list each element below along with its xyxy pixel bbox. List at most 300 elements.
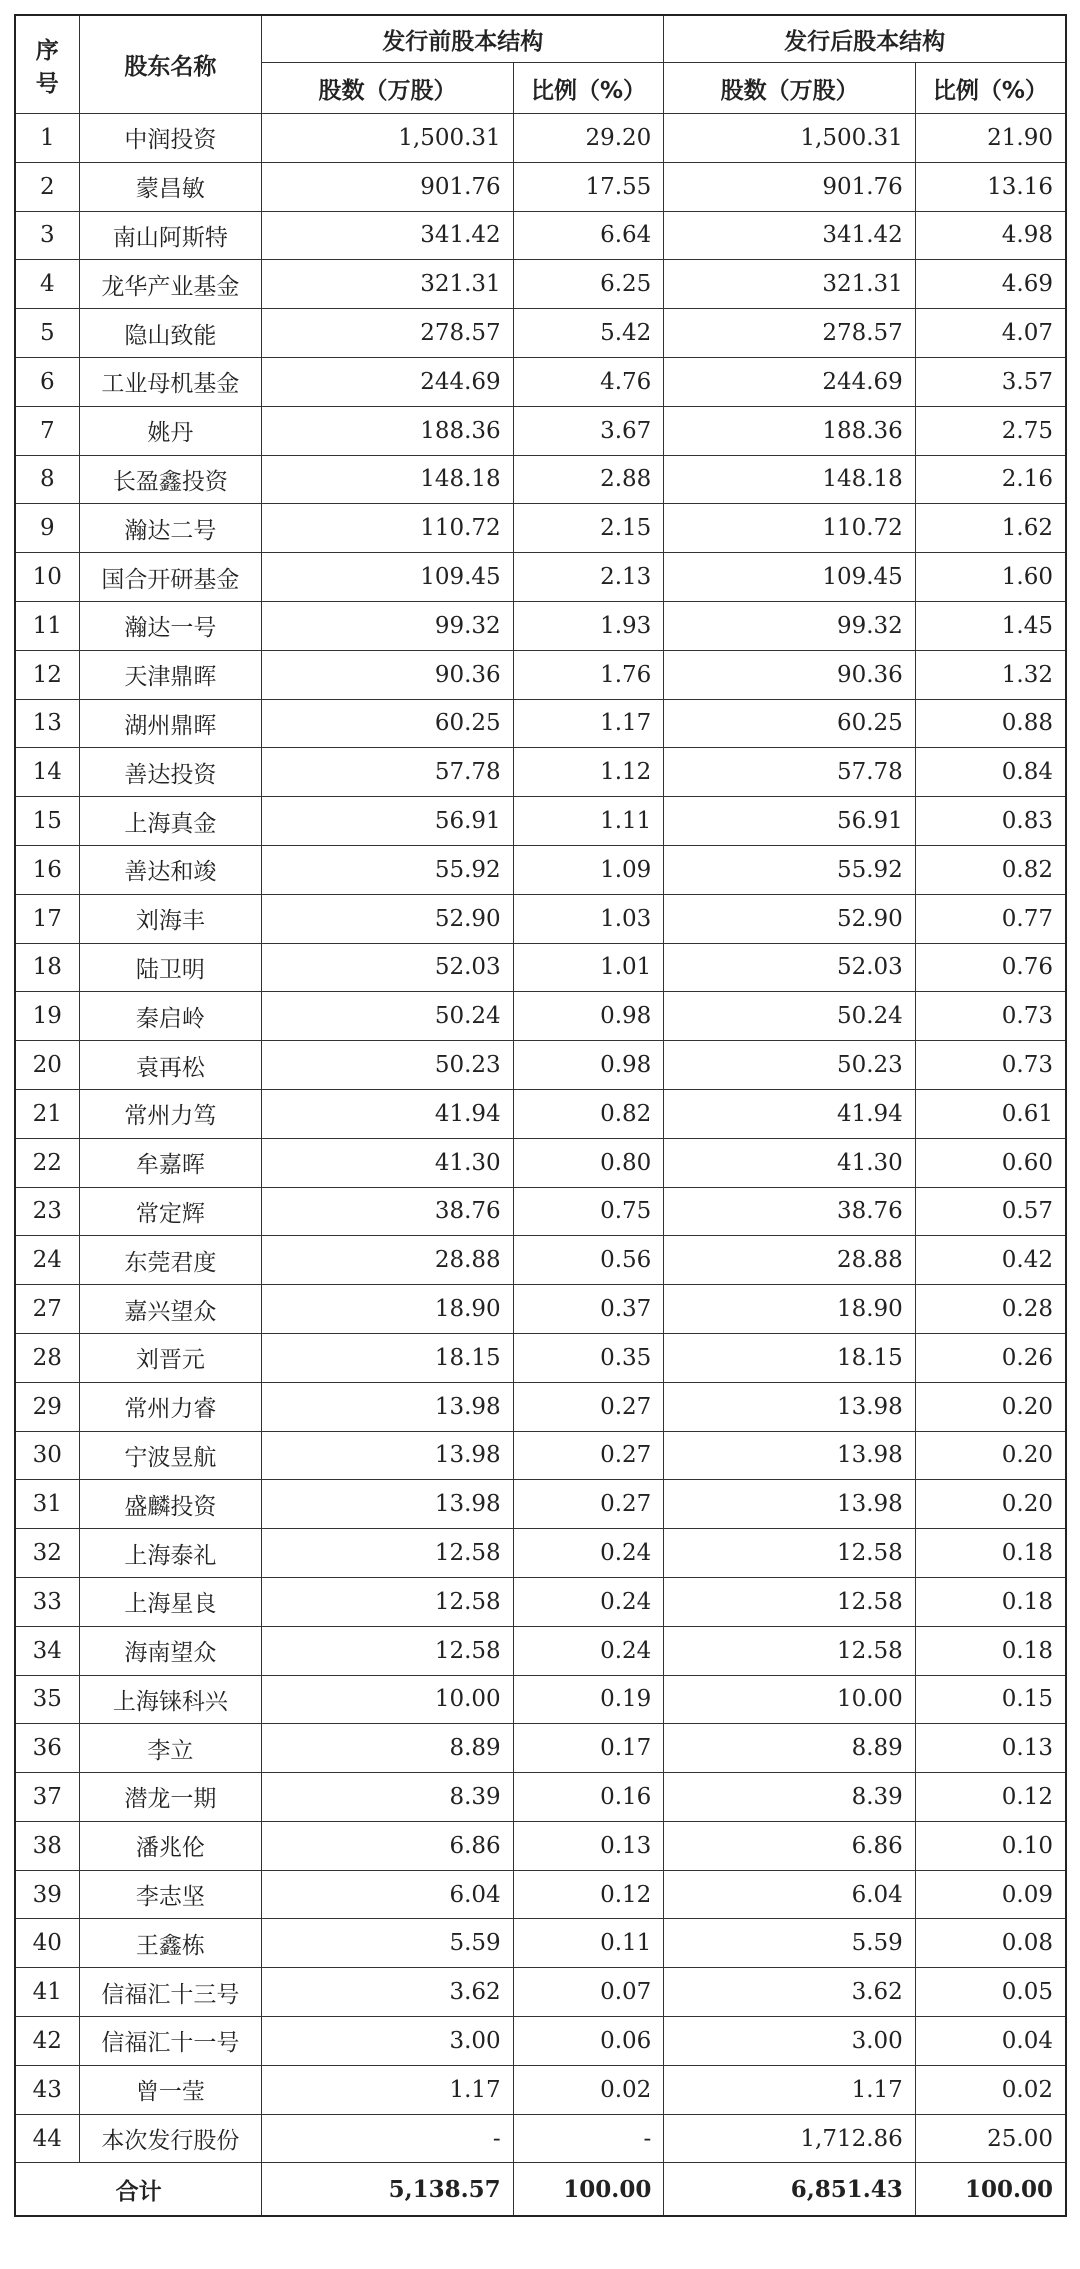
table-row [15,1285,1066,1334]
cell-before-shares: 99.32 [262,601,513,650]
table-row [15,1821,1066,1870]
cell-after-ratio: 25.00 [915,2114,1066,2163]
cell-seq: 34 [15,1626,79,1675]
cell-shareholder-name: 刘晋元 [79,1333,262,1382]
table-row [15,114,1066,163]
total-before-ratio: 100.00 [513,2163,664,2217]
cell-after-ratio: 0.83 [915,797,1066,846]
shareholder-structure-table-container [14,14,1067,2217]
cell-after-shares: 55.92 [664,845,915,894]
cell-after-shares: 52.03 [664,943,915,992]
cell-before-shares: 278.57 [262,309,513,358]
cell-before-shares: 8.89 [262,1724,513,1773]
cell-seq: 31 [15,1480,79,1529]
cell-after-shares: 13.98 [664,1480,915,1529]
cell-after-shares: 13.98 [664,1382,915,1431]
cell-seq: 21 [15,1089,79,1138]
table-row [15,1431,1066,1480]
cell-shareholder-name: 李志坚 [79,1870,262,1919]
header-after-ratio: 比例（%） [915,63,1066,114]
table-row [15,2017,1066,2066]
cell-before-shares: 56.91 [262,797,513,846]
cell-shareholder-name: 宁波昱航 [79,1431,262,1480]
cell-seq: 16 [15,845,79,894]
table-header [15,15,1066,114]
cell-seq: 29 [15,1382,79,1431]
table-row [15,2065,1066,2114]
cell-before-ratio: - [513,2114,664,2163]
header-before-issue-group: 发行前股本结构 [262,15,664,63]
cell-after-ratio: 0.18 [915,1626,1066,1675]
table-row [15,601,1066,650]
cell-after-shares: 52.90 [664,894,915,943]
cell-shareholder-name: 瀚达二号 [79,504,262,553]
cell-seq: 5 [15,309,79,358]
cell-seq: 32 [15,1529,79,1578]
table-row [15,943,1066,992]
cell-shareholder-name: 信福汇十一号 [79,2017,262,2066]
cell-before-ratio: 0.06 [513,2017,664,2066]
cell-after-shares: 3.62 [664,1968,915,2017]
cell-before-shares: 55.92 [262,845,513,894]
cell-after-shares: 901.76 [664,162,915,211]
cell-after-shares: 1.17 [664,2065,915,2114]
cell-seq: 19 [15,992,79,1041]
cell-before-ratio: 0.27 [513,1480,664,1529]
cell-shareholder-name: 善达投资 [79,748,262,797]
cell-before-ratio: 1.09 [513,845,664,894]
cell-after-ratio: 2.75 [915,406,1066,455]
cell-shareholder-name: 上海星良 [79,1577,262,1626]
cell-before-ratio: 0.17 [513,1724,664,1773]
table-row [15,1773,1066,1822]
cell-after-shares: 99.32 [664,601,915,650]
table-row [15,1529,1066,1578]
cell-before-ratio: 29.20 [513,114,664,163]
cell-shareholder-name: 盛麟投资 [79,1480,262,1529]
cell-after-ratio: 0.04 [915,2017,1066,2066]
cell-shareholder-name: 刘海丰 [79,894,262,943]
total-after-ratio: 100.00 [915,2163,1066,2217]
cell-before-shares: 5.59 [262,1919,513,1968]
cell-seq: 23 [15,1187,79,1236]
cell-after-ratio: 4.69 [915,260,1066,309]
cell-after-ratio: 0.20 [915,1480,1066,1529]
cell-after-shares: 57.78 [664,748,915,797]
cell-after-ratio: 21.90 [915,114,1066,163]
cell-after-ratio: 13.16 [915,162,1066,211]
cell-before-shares: 1,500.31 [262,114,513,163]
cell-after-ratio: 0.05 [915,1968,1066,2017]
cell-before-shares: 3.00 [262,2017,513,2066]
cell-seq: 22 [15,1138,79,1187]
table-row [15,553,1066,602]
cell-seq: 14 [15,748,79,797]
cell-shareholder-name: 南山阿斯特 [79,211,262,260]
cell-before-shares: 13.98 [262,1431,513,1480]
cell-after-ratio: 0.20 [915,1431,1066,1480]
cell-shareholder-name: 龙华产业基金 [79,260,262,309]
cell-after-ratio: 0.09 [915,1870,1066,1919]
cell-before-ratio: 0.27 [513,1382,664,1431]
cell-shareholder-name: 本次发行股份 [79,2114,262,2163]
cell-before-ratio: 0.37 [513,1285,664,1334]
total-label: 合计 [15,2163,262,2217]
cell-seq: 11 [15,601,79,650]
cell-shareholder-name: 袁再松 [79,1041,262,1090]
table-row [15,992,1066,1041]
cell-after-ratio: 0.18 [915,1577,1066,1626]
cell-after-shares: 3.00 [664,2017,915,2066]
cell-after-ratio: 0.15 [915,1675,1066,1724]
cell-before-shares: 148.18 [262,455,513,504]
cell-before-shares: 28.88 [262,1236,513,1285]
cell-before-ratio: 17.55 [513,162,664,211]
table-row [15,1382,1066,1431]
cell-shareholder-name: 常州力笃 [79,1089,262,1138]
cell-shareholder-name: 陆卫明 [79,943,262,992]
cell-before-shares: 321.31 [262,260,513,309]
cell-after-shares: 244.69 [664,357,915,406]
cell-seq: 13 [15,699,79,748]
table-row [15,1870,1066,1919]
cell-before-shares: 12.58 [262,1577,513,1626]
cell-after-ratio: 0.88 [915,699,1066,748]
cell-shareholder-name: 海南望众 [79,1626,262,1675]
cell-after-ratio: 0.77 [915,894,1066,943]
cell-before-ratio: 0.24 [513,1529,664,1578]
cell-before-ratio: 0.80 [513,1138,664,1187]
cell-before-shares: 8.39 [262,1773,513,1822]
cell-after-ratio: 0.73 [915,1041,1066,1090]
cell-seq: 10 [15,553,79,602]
cell-after-ratio: 4.07 [915,309,1066,358]
cell-before-ratio: 0.82 [513,1089,664,1138]
table-row [15,1919,1066,1968]
total-after-shares: 6,851.43 [664,2163,915,2217]
cell-before-ratio: 0.24 [513,1577,664,1626]
table-row [15,1041,1066,1090]
total-before-shares: 5,138.57 [262,2163,513,2217]
cell-before-shares: 12.58 [262,1626,513,1675]
cell-before-shares: 50.23 [262,1041,513,1090]
cell-shareholder-name: 常定辉 [79,1187,262,1236]
cell-before-shares: 57.78 [262,748,513,797]
cell-shareholder-name: 嘉兴望众 [79,1285,262,1334]
cell-before-ratio: 6.25 [513,260,664,309]
cell-before-shares: 13.98 [262,1382,513,1431]
cell-shareholder-name: 潘兆伦 [79,1821,262,1870]
cell-after-shares: 41.94 [664,1089,915,1138]
cell-before-shares: 10.00 [262,1675,513,1724]
cell-after-ratio: 1.45 [915,601,1066,650]
cell-before-ratio: 1.11 [513,797,664,846]
cell-seq: 38 [15,1821,79,1870]
cell-shareholder-name: 曾一莹 [79,2065,262,2114]
cell-after-shares: 12.58 [664,1577,915,1626]
cell-seq: 35 [15,1675,79,1724]
cell-shareholder-name: 中润投资 [79,114,262,163]
shareholder-structure-table [14,14,1067,2217]
cell-after-ratio: 0.18 [915,1529,1066,1578]
table-row [15,1187,1066,1236]
cell-after-shares: 5.59 [664,1919,915,1968]
table-row [15,1236,1066,1285]
cell-before-ratio: 2.15 [513,504,664,553]
cell-before-shares: 341.42 [262,211,513,260]
cell-after-ratio: 1.62 [915,504,1066,553]
table-row [15,1333,1066,1382]
cell-shareholder-name: 姚丹 [79,406,262,455]
cell-seq: 40 [15,1919,79,1968]
total-row [15,2163,1066,2217]
cell-seq: 18 [15,943,79,992]
cell-before-shares: 109.45 [262,553,513,602]
cell-after-ratio: 0.61 [915,1089,1066,1138]
cell-after-ratio: 0.73 [915,992,1066,1041]
cell-after-shares: 109.45 [664,553,915,602]
cell-after-ratio: 0.76 [915,943,1066,992]
cell-before-shares: 13.98 [262,1480,513,1529]
cell-after-ratio: 0.42 [915,1236,1066,1285]
cell-before-shares: 6.04 [262,1870,513,1919]
cell-before-ratio: 1.93 [513,601,664,650]
table-row [15,406,1066,455]
cell-seq: 41 [15,1968,79,2017]
cell-after-shares: 56.91 [664,797,915,846]
cell-before-shares: 60.25 [262,699,513,748]
cell-before-ratio: 0.98 [513,1041,664,1090]
cell-after-ratio: 3.57 [915,357,1066,406]
cell-after-shares: 148.18 [664,455,915,504]
cell-after-shares: 50.23 [664,1041,915,1090]
header-after-issue-group: 发行后股本结构 [664,15,1066,63]
cell-before-shares: 6.86 [262,1821,513,1870]
cell-seq: 1 [15,114,79,163]
table-row [15,1675,1066,1724]
header-seq: 序号 [15,15,79,114]
cell-shareholder-name: 王鑫栋 [79,1919,262,1968]
cell-after-ratio: 1.60 [915,553,1066,602]
cell-after-shares: 8.89 [664,1724,915,1773]
cell-before-ratio: 1.12 [513,748,664,797]
cell-before-ratio: 0.27 [513,1431,664,1480]
cell-after-shares: 188.36 [664,406,915,455]
cell-seq: 44 [15,2114,79,2163]
cell-before-shares: 18.15 [262,1333,513,1382]
cell-shareholder-name: 蒙昌敏 [79,162,262,211]
cell-before-ratio: 0.35 [513,1333,664,1382]
table-row [15,1724,1066,1773]
cell-after-shares: 12.58 [664,1626,915,1675]
cell-after-shares: 60.25 [664,699,915,748]
cell-seq: 2 [15,162,79,211]
cell-before-shares: 12.58 [262,1529,513,1578]
cell-after-shares: 50.24 [664,992,915,1041]
cell-after-ratio: 0.13 [915,1724,1066,1773]
cell-seq: 7 [15,406,79,455]
cell-seq: 43 [15,2065,79,2114]
cell-before-ratio: 0.13 [513,1821,664,1870]
table-row [15,894,1066,943]
cell-after-ratio: 2.16 [915,455,1066,504]
cell-seq: 37 [15,1773,79,1822]
table-row [15,1138,1066,1187]
cell-before-shares: 244.69 [262,357,513,406]
cell-before-shares: 188.36 [262,406,513,455]
cell-shareholder-name: 信福汇十三号 [79,1968,262,2017]
cell-shareholder-name: 长盈鑫投资 [79,455,262,504]
cell-shareholder-name: 常州力睿 [79,1382,262,1431]
cell-before-shares: 901.76 [262,162,513,211]
cell-after-shares: 6.86 [664,1821,915,1870]
cell-shareholder-name: 善达和竣 [79,845,262,894]
cell-before-ratio: 0.98 [513,992,664,1041]
table-row [15,2114,1066,2163]
table-row [15,1089,1066,1138]
cell-before-shares: 41.30 [262,1138,513,1187]
cell-after-ratio: 0.84 [915,748,1066,797]
cell-before-shares: 90.36 [262,650,513,699]
cell-before-shares: - [262,2114,513,2163]
cell-seq: 39 [15,1870,79,1919]
cell-seq: 8 [15,455,79,504]
cell-after-ratio: 0.12 [915,1773,1066,1822]
cell-seq: 9 [15,504,79,553]
cell-shareholder-name: 瀚达一号 [79,601,262,650]
cell-before-ratio: 2.13 [513,553,664,602]
cell-seq: 28 [15,1333,79,1382]
cell-after-shares: 6.04 [664,1870,915,1919]
cell-after-shares: 90.36 [664,650,915,699]
cell-after-shares: 110.72 [664,504,915,553]
cell-shareholder-name: 上海真金 [79,797,262,846]
cell-seq: 30 [15,1431,79,1480]
cell-after-ratio: 4.98 [915,211,1066,260]
cell-before-ratio: 1.03 [513,894,664,943]
cell-after-shares: 18.15 [664,1333,915,1382]
cell-before-shares: 41.94 [262,1089,513,1138]
cell-before-shares: 52.03 [262,943,513,992]
cell-before-shares: 52.90 [262,894,513,943]
cell-shareholder-name: 李立 [79,1724,262,1773]
cell-after-ratio: 0.08 [915,1919,1066,1968]
cell-seq: 12 [15,650,79,699]
cell-after-shares: 278.57 [664,309,915,358]
cell-before-ratio: 1.17 [513,699,664,748]
cell-shareholder-name: 牟嘉晖 [79,1138,262,1187]
table-row [15,797,1066,846]
cell-shareholder-name: 潜龙一期 [79,1773,262,1822]
cell-after-ratio: 0.60 [915,1138,1066,1187]
cell-seq: 6 [15,357,79,406]
cell-after-shares: 28.88 [664,1236,915,1285]
cell-seq: 17 [15,894,79,943]
cell-after-ratio: 0.28 [915,1285,1066,1334]
cell-before-ratio: 0.16 [513,1773,664,1822]
cell-before-ratio: 0.12 [513,1870,664,1919]
cell-seq: 42 [15,2017,79,2066]
cell-after-shares: 41.30 [664,1138,915,1187]
cell-shareholder-name: 东莞君度 [79,1236,262,1285]
cell-before-ratio: 0.19 [513,1675,664,1724]
table-row [15,455,1066,504]
cell-after-ratio: 0.57 [915,1187,1066,1236]
cell-before-shares: 38.76 [262,1187,513,1236]
cell-before-ratio: 3.67 [513,406,664,455]
table-row [15,748,1066,797]
header-before-shares: 股数（万股） [262,63,513,114]
cell-before-ratio: 2.88 [513,455,664,504]
cell-shareholder-name: 天津鼎晖 [79,650,262,699]
cell-shareholder-name: 国合开研基金 [79,553,262,602]
table-row [15,309,1066,358]
header-after-shares: 股数（万股） [664,63,915,114]
cell-after-shares: 38.76 [664,1187,915,1236]
cell-before-ratio: 1.76 [513,650,664,699]
cell-after-shares: 13.98 [664,1431,915,1480]
cell-before-shares: 110.72 [262,504,513,553]
cell-seq: 3 [15,211,79,260]
cell-before-shares: 3.62 [262,1968,513,2017]
cell-after-ratio: 1.32 [915,650,1066,699]
cell-after-ratio: 0.02 [915,2065,1066,2114]
table-row [15,1577,1066,1626]
cell-before-ratio: 4.76 [513,357,664,406]
cell-after-shares: 1,500.31 [664,114,915,163]
cell-after-shares: 8.39 [664,1773,915,1822]
table-row [15,357,1066,406]
cell-after-ratio: 0.82 [915,845,1066,894]
table-row [15,211,1066,260]
cell-before-ratio: 0.11 [513,1919,664,1968]
cell-shareholder-name: 隐山致能 [79,309,262,358]
cell-seq: 15 [15,797,79,846]
cell-after-ratio: 0.26 [915,1333,1066,1382]
table-footer [15,2163,1066,2217]
cell-after-ratio: 0.20 [915,1382,1066,1431]
table-row [15,699,1066,748]
table-row [15,845,1066,894]
cell-shareholder-name: 湖州鼎晖 [79,699,262,748]
table-row [15,1968,1066,2017]
header-before-ratio: 比例（%） [513,63,664,114]
cell-after-shares: 1,712.86 [664,2114,915,2163]
cell-seq: 36 [15,1724,79,1773]
cell-before-ratio: 1.01 [513,943,664,992]
table-row [15,162,1066,211]
table-row [15,504,1066,553]
cell-after-shares: 10.00 [664,1675,915,1724]
cell-after-shares: 18.90 [664,1285,915,1334]
cell-after-shares: 321.31 [664,260,915,309]
cell-before-ratio: 0.07 [513,1968,664,2017]
cell-after-ratio: 0.10 [915,1821,1066,1870]
cell-after-shares: 12.58 [664,1529,915,1578]
cell-seq: 33 [15,1577,79,1626]
cell-seq: 27 [15,1285,79,1334]
cell-before-ratio: 0.02 [513,2065,664,2114]
cell-shareholder-name: 上海铼科兴 [79,1675,262,1724]
cell-before-ratio: 0.75 [513,1187,664,1236]
cell-shareholder-name: 上海泰礼 [79,1529,262,1578]
cell-before-shares: 50.24 [262,992,513,1041]
table-body [15,114,1066,2163]
cell-before-ratio: 0.24 [513,1626,664,1675]
table-row [15,260,1066,309]
header-row-top [15,15,1066,63]
cell-before-ratio: 5.42 [513,309,664,358]
